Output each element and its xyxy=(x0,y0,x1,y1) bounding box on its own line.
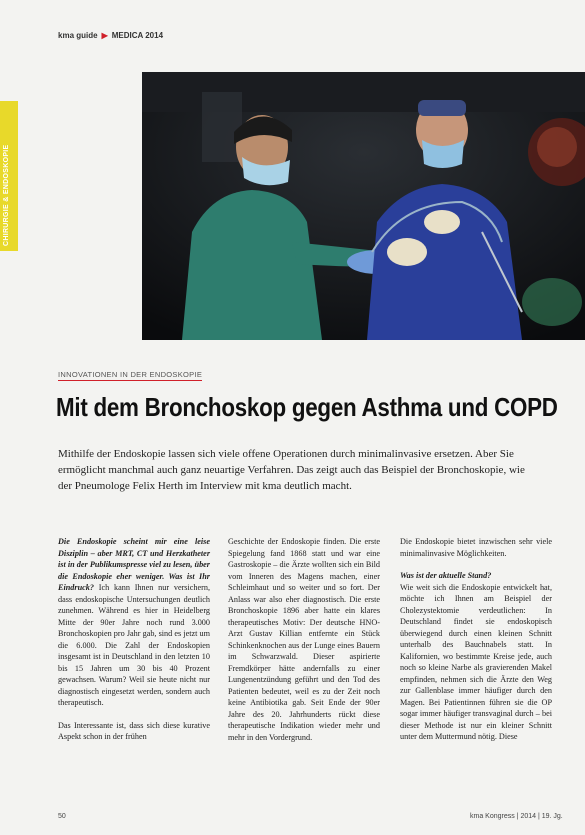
interview-answer-continued: Das Interessante ist, dass sich diese kurative Aspekt schon in der frühen xyxy=(58,720,210,741)
side-section-label: CHIRURGIE & ENDOSKOPIE xyxy=(3,144,10,246)
side-section-tab xyxy=(0,101,18,251)
header-section: MEDICA 2014 xyxy=(111,31,164,40)
article-title: Mit dem Bronchoskop gegen Asthma und COPD xyxy=(56,392,558,422)
interview-answer: Ich kann Ihnen nur versichern, dass endoskopische Untersuchungen deutlich zunehmen. Während es hier in Heidelberg Mitte der 90er Jahre noch rund 3.000 Bronchoskopien pro Jahr gab, sind es jetzt um die 6.000. Die Zahl der Endoskopien insgesamt ist in Deutschland in den letzten 10 bis 15 Jahren um 30 bis 40 Prozent gewachsen. Warum? Weil sie heute nicht nur diagnostisch eingesetzt werden, sondern auch therapeutisch. xyxy=(58,583,210,707)
interview-answer: Wie weit sich die Endoskopie entwickelt hat, möchte ich Ihnen am Beispiel der Cholezystektomie verdeutlichen: In Deutschland findet sie endoskopisch überwiegend durch einen kleinen Schnitt unterhalb des Bauchnabels statt. In Kalifornien, wo bestimmte Kreise jede, auch noch so kleine Narbe als gravierenden Makel empfinden, nehmen sich die Ärzte den Weg zur Gallenblase immer häufiger durch den Magen. Bei Patientinnen führen sie die OP sogar immer häufiger transvaginal durch – bei dieser Methode ist nur ein kleiner Schnitt unter dem Muttermund nötig. Diese xyxy=(400,582,552,741)
text-column-2 xyxy=(228,536,380,754)
article-category: INNOVATIONEN IN DER ENDOSKOPIE xyxy=(58,370,203,379)
text-column-3 xyxy=(400,536,552,754)
surgeons-photo xyxy=(142,72,585,340)
column-1-paragraph xyxy=(58,536,210,709)
interview-question: Die Endoskopie scheint mir eine leise Disziplin – aber MRT, CT und Herzkatheter ist in der Publikumspresse viel zu lesen, über die Endoskopie eher weniger. Was ist Ihr Eindruck? xyxy=(58,537,210,592)
text-column-1 xyxy=(58,536,210,754)
running-header xyxy=(58,31,163,40)
interview-question: Was ist der aktuelle Stand? xyxy=(400,571,492,580)
article-photo xyxy=(142,72,585,340)
issue-info: kma Kongress | 2014 | 19. Jg. xyxy=(470,813,563,820)
header-brand: kma guide xyxy=(58,31,98,40)
interview-answer-end: Die Endoskopie bietet inzwischen sehr viele minimalinvasive Möglichkeiten. xyxy=(400,537,552,558)
column-3-paragraph xyxy=(400,570,552,743)
article-lead: Mithilfe der Endoskopie lassen sich viele offene Operationen durch minimalinvasive ersetzen. Aber Sie ermöglicht manchmal auch ganz neuartige Verfahren. Das zeigt auch das Beispiel der Bronchoskopie, wie der Pneumologe Felix Herth im Interview mit kma deutlich macht. xyxy=(58,448,525,492)
header-arrow-icon: ▶ xyxy=(101,31,108,40)
page-number: 50 xyxy=(58,813,66,820)
interview-answer-continued: Geschichte der Endoskopie finden. Die erste Spiegelung fand 1868 statt und war eine Gastroskopie – die Ärzte wollten sich ein Bild vom Inneren des Magens machen, einer Schleimhaut und so weiter und so fort. Der Anlass war also eher diagnostisch. Die erste Bronchoskopie 1896 aber hatte ein klares therapeutisches Motiv: Der deutsche HNO-Arzt Gustav Killian entfernte ein Stück Schinkenknochen aus der Lunge eines Bauern im Schwarzwald. Dieser aspirierte Fremdkörper hätte andernfalls zu einer Lungenentzündung geführt und den Tod des Patienten bedeutet, weil es zu der Zeit noch keine Antibiotika gab. Seit Ende der 90er Jahre des 20. Jahrhunderts rückt diese therapeutische Indikation wieder mehr und mehr in den Vordergrund. xyxy=(228,537,380,742)
